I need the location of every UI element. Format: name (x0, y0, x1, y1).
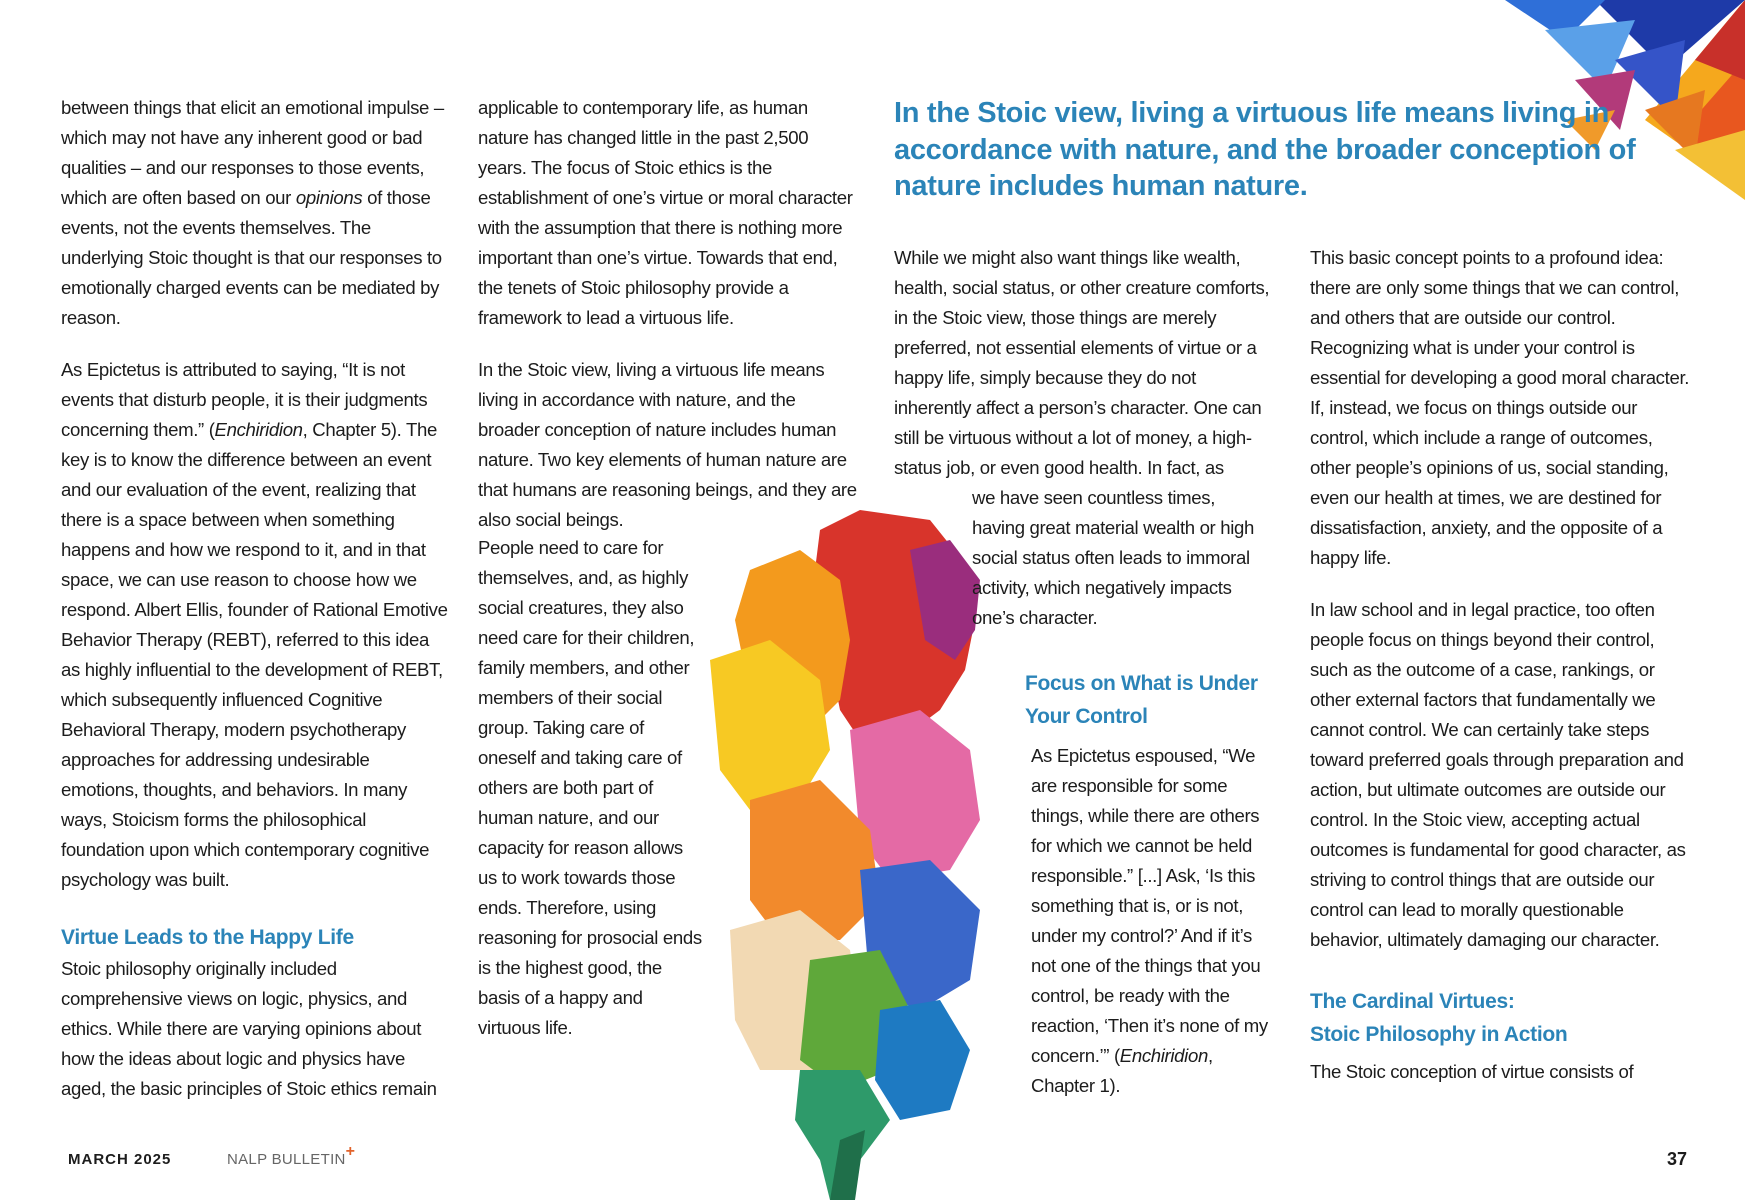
col2-paragraph-2b: People need to care for themselves, and, as highly social creatures, they also need care for their children, family members, and other members of their social group. Taking care of oneself and taking care of others are both part of human nature, and our capacity for reason allows us to work towards those ends. Therefore, using reasoning for prosocial ends is the highest good, the basis of a happy and virtuous life. (478, 537, 702, 1038)
plus-icon: + (345, 1143, 356, 1160)
column-4 (1310, 243, 1692, 1087)
col4-paragraph-2: In law school and in legal practice, too often people focus on things beyond their control, such as the outcome of a case, rankings, or other external factors that fundamentally we cannot control. We can certainly take steps toward preferred goals through preparation and action, but ultimate outcomes are outside our control. In the Stoic view, accepting actual outcomes is fundamental for good character, as striving to control things that are outside our control can lead to morally questionable behavior, ultimately damaging our character. (1310, 599, 1686, 950)
epictetus-quote: As Epictetus espoused, “We are responsible for some things, while there are others for which we cannot be held responsible.” [...] Ask, ‘Is this something that is, or is not, under my control?’ And if it’s not one of the things that you control, be ready with the reaction, ‘Then it’s none of my concern.’” (Enchiridion, Chapter 1). (1031, 745, 1268, 1096)
page-number: 37 (1666, 1149, 1687, 1169)
col1-paragraph-1: between things that elicit an emotional impulse – which may not have any inherent good or bad qualities – and our responses to those events, which are often based on our opinions of those events, not the events themselves. The underlying Stoic thought is that our responses to emotionally charged events can be mediated by reason. (61, 97, 444, 328)
col1-paragraph-2: As Epictetus is attributed to saying, “It is not events that disturb people, it is their judgments concerning them.” (Enchiridion, Chapter 5). The key is to know the difference between an event and our evaluation of the event, realizing that there is a space between when something happens and how we respond to it, and in that space, we can use reason to choose how we respond. Albert Ellis, founder of Rational Emotive Behavior Therapy (REBT), referred to this idea as highly influential to the development of REBT, which subsequently influenced Cognitive Behavioral Therapy, modern psychotherapy approaches for addressing undesirable emotions, thoughts, and behaviors. In many ways, Stoicism forms the philosophical foundation upon which contemporary cognitive psychology was built. (61, 359, 448, 890)
col3-paragraph-1: While we might also want things like wealth, health, social status, or other creature comforts, in the Stoic view, those things are merely preferred, not essential elements of virtue or a happy life, simply because they do not inherently affect a person’s character. One can still be virtuous without a lot of money, a high-status job, or even good health. In fact, as (894, 247, 1270, 478)
column-2-wrap (478, 533, 703, 1043)
pull-quote: In the Stoic view, living a virtuous life means living in accordance with nature, and the broader conception of nature includes human nature. (894, 97, 1636, 202)
col4-paragraph-3: The Stoic conception of virtue consists of (1310, 1061, 1634, 1082)
column-3 (894, 243, 1274, 483)
section-heading-control: Focus on What is Under Your Control (1025, 672, 1258, 728)
col2-paragraph-2a: In the Stoic view, living a virtuous life means living in accordance with nature, and the broader conception of nature includes human nature. Two key elements of human nature are that humans are reasoning beings, and they are also social beings. (478, 359, 857, 530)
col4-paragraph-1: This basic concept points to a profound idea: there are only some things that we can control, and others that are outside our control. Recognizing what is under your control is essential for developing a good moral character. If, instead, we focus on things outside our control, which include a range of outcomes, other people’s opinions of us, social standing, even our health at times, we are destined for dissatisfaction, anxiety, and the opposite of a happy life. (1310, 247, 1690, 568)
col2-paragraph-1: applicable to contemporary life, as human nature has changed little in the past 2,500 years. The focus of Stoic ethics is the establishment of one’s virtue or moral character with the assumption that there is nothing more important than one’s virtue. Towards that end, the tenets of Stoic philosophy provide a framework to lead a virtuous life. (478, 97, 853, 328)
col3-paragraph-1b: we have seen countless times, having great material wealth or high social status often leads to immoral activity, which negatively impacts one’s character. (972, 487, 1254, 628)
col1-paragraph-3: Stoic philosophy originally included comprehensive views on logic, physics, and ethics. While there are varying opinions about how the ideas about logic and physics have aged, the basic principles of Stoic ethics remain (61, 958, 437, 1099)
section-heading-cardinal-1: The Cardinal Virtues: (1310, 990, 1515, 1013)
column-2 (478, 93, 858, 535)
section-heading-cardinal-2: Stoic Philosophy in Action (1310, 1023, 1568, 1046)
section-heading-virtue: Virtue Leads to the Happy Life (61, 926, 354, 949)
column-1 (61, 93, 451, 1104)
publication-name: NALP BULLETIN+ (227, 1143, 356, 1168)
column-3-sidebar (1025, 667, 1275, 1101)
column-3-wrap (972, 483, 1272, 633)
issue-date: MARCH 2025 (68, 1151, 172, 1168)
